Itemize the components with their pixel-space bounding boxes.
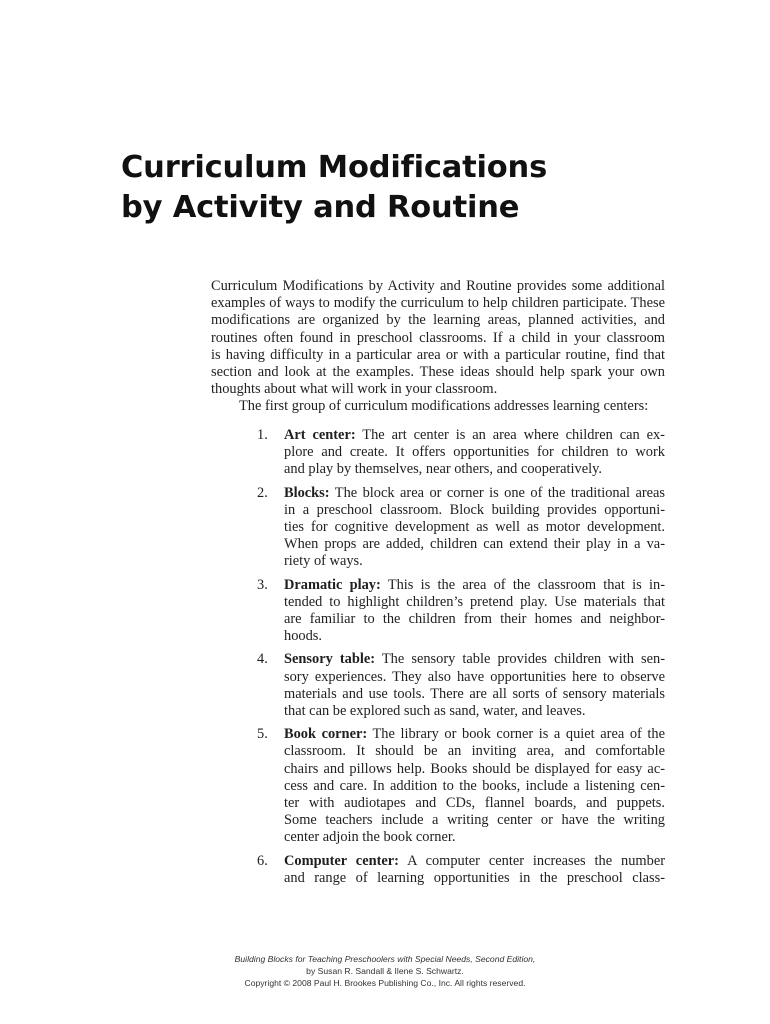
intro-line: thoughts about what will work in your classroom. (211, 381, 498, 398)
intro-line: section and look at the examples. These ideas should help spark your own (211, 364, 665, 381)
list-item-text: A computer center increases the number (407, 852, 666, 869)
list-item-text: classroom. It should be an inviting area, and comfortable (284, 743, 665, 760)
list-item-number: 5. (257, 726, 268, 743)
learning-centers-list (211, 427, 665, 893)
footer-copyright: Copyright © 2008 Paul H. Brookes Publishing Co., Inc. All rights reserved. (244, 978, 526, 988)
list-item-term: Book corner: (284, 726, 368, 743)
intro-line: Curriculum Modifications by Activity and Routine provides some additional (211, 278, 665, 294)
list-item-term: Art center: (284, 427, 356, 443)
footer-citation-authors: by Susan R. Sandall & Ilene S. Schwartz. (306, 966, 464, 976)
list-item-text: When props are added, children can extend their play in a va- (284, 536, 665, 553)
intro-line: modifications are organized by the learning areas, planned activities, and (211, 312, 665, 329)
list-item-number: 3. (257, 576, 268, 593)
list-item-term: Dramatic play: (284, 576, 381, 593)
list-item (211, 651, 665, 720)
list-item-text: center adjoin the book corner. (284, 829, 456, 846)
title-line-2: by Activity and Routine (121, 190, 520, 225)
list-item-text: and play by themselves, near others, and cooperatively. (284, 461, 602, 478)
list-item (211, 485, 665, 571)
list-item-text: The sensory table provides children with sen- (381, 651, 665, 668)
list-item-text: in a preschool classroom. Block building provides opportuni- (284, 501, 665, 518)
list-item-text: materials and use tools. There are all sorts of sensory materials (284, 685, 665, 702)
list-item (211, 726, 665, 846)
list-item-number: 2. (257, 484, 268, 501)
list-item-term: Blocks: (284, 484, 330, 501)
list-item-text: ter with audiotapes and CDs, flannel boards, and puppets. (284, 795, 665, 812)
page-title (121, 148, 721, 228)
intro-line: examples of ways to modify the curriculum to help children participate. These (211, 295, 665, 312)
list-item-text: The art center is an area where children can ex- (362, 427, 665, 443)
footer-citation-title: Building Blocks for Teaching Preschoolers with Special Needs, Second Edition, (234, 954, 536, 964)
list-item-text: The library or book corner is a quiet area of the (372, 726, 665, 743)
intro-paragraphs (211, 278, 665, 416)
list-item-text: plore and create. It offers opportunities for children to work (284, 444, 665, 461)
list-item-text: Some teachers include a writing center or have the writing (284, 812, 665, 829)
list-item-text: chairs and pillows help. Books should be displayed for easy ac- (284, 760, 665, 777)
list-item-text: ties for cognitive development as well as motor development. (284, 519, 665, 536)
list-item-text: This is the area of the classroom that is in- (387, 576, 665, 593)
intro-second-paragraph: The first group of curriculum modifications addresses learning centers: (239, 398, 649, 415)
list-item-number: 4. (257, 651, 268, 668)
page-footer (0, 953, 770, 989)
list-item-number: 1. (257, 427, 268, 443)
intro-line: routines often found in preschool classrooms. If a child in your classroom (211, 329, 665, 346)
list-item (211, 577, 665, 646)
list-item-term: Computer center: (284, 852, 399, 869)
intro-line: is having difficulty in a particular area or with a particular routine, find that (211, 346, 665, 363)
list-item (211, 853, 665, 887)
list-item (211, 427, 665, 479)
list-item-text: are familiar to the children from their homes and neighbor- (284, 611, 665, 628)
list-item-text: cess and care. In addition to the books, include a listening cen- (284, 777, 665, 794)
footer-citation (0, 953, 770, 977)
list-item-text: sory experiences. They also have opportunities here to observe (284, 668, 665, 685)
list-item-term: Sensory table: (284, 651, 376, 668)
list-item-text: The block area or corner is one of the traditional areas (334, 484, 666, 501)
list-item-text: riety of ways. (284, 553, 363, 570)
list-item-text: and range of learning opportunities in the preschool class- (284, 869, 665, 886)
list-item-number: 6. (257, 852, 268, 869)
list-item-text: that can be explored such as sand, water, and leaves. (284, 703, 586, 720)
list-item-text: hoods. (284, 628, 322, 645)
list-item-text: tended to highlight children’s pretend play. Use materials that (284, 593, 665, 610)
title-line-1: Curriculum Modifications (121, 150, 548, 185)
